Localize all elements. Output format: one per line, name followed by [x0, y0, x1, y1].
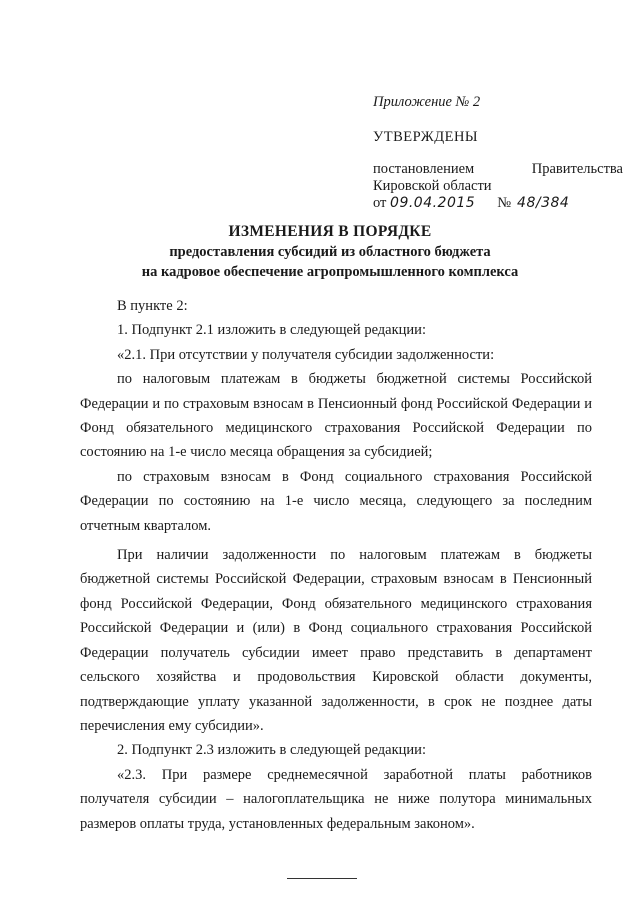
paragraph: «2.3. При размере среднемесячной заработной платы работников получателя субсидии – налогоплательщика не ниже полутора минимальных размеров оплаты труда, установленных федеральным законом». — [80, 766, 592, 832]
decree-word-right: Правительства — [531, 161, 623, 177]
decree-word-left: постановлением — [373, 161, 475, 177]
paragraph: по страховым взносам в Фонд социального страхования Российской Федерации по состоянию на 1-е число месяца, следующего за последним отчетным кварталом. — [80, 468, 592, 534]
paragraph: 1. Подпункт 2.1 изложить в следующей редакции: — [117, 322, 426, 339]
paragraph: по налоговым платежам в бюджеты бюджетной системы Российской Федерации и по страховым взносам в Пенсионный фонд Российской Федерации и Фонд обязательного медицинского страхования Российской Федерации по состоянию на 1-е число месяца обращения за субсидией; — [80, 371, 592, 461]
document-title — [60, 222, 600, 282]
title-line-2: предоставления субсидий из областного бюджета — [169, 244, 491, 260]
paragraph: 2. Подпункт 2.3 изложить в следующей редакции: — [117, 742, 426, 759]
title-line-3: на кадровое обеспечение агропромышленного комплекса — [141, 264, 519, 280]
document-body — [80, 294, 592, 836]
date-prefix: от — [373, 195, 387, 211]
handwritten-number: 48/384 — [517, 195, 570, 211]
decree-date-number — [373, 195, 623, 212]
approved-label: УТВЕРЖДЕНЫ — [373, 129, 479, 145]
handwritten-date: 09.04.2015 — [390, 195, 476, 211]
paragraph: В пункте 2: — [117, 298, 188, 314]
appendix-label: Приложение № 2 — [373, 94, 481, 110]
paragraph: При наличии задолженности по налоговым платежам в бюджеты бюджетной системы Российской Федерации, страховым взносам в Пенсионный фонд Российской Федерации, Фонд обязательного медицинского страхования Российской Федерации и (или) в Фонд социального страхования Российской Федерации получатель субсидии имеет право представить в департамент сельского хозяйства и продовольствия Кировской области документы, подтверждающие уплату указанной задолженности, в срок не позднее даты перечисления ему субсидии». — [80, 547, 592, 734]
end-divider — [287, 878, 357, 879]
decree-line-1 — [373, 161, 623, 178]
paragraph: «2.1. При отсутствии у получателя субсидии задолженности: — [117, 346, 495, 363]
decree-reference — [373, 161, 623, 212]
title-main: ИЗМЕНЕНИЯ В ПОРЯДКЕ — [228, 223, 432, 240]
decree-line-2: Кировской области — [373, 178, 492, 194]
approval-header — [373, 94, 623, 212]
number-sign: № — [497, 195, 512, 211]
